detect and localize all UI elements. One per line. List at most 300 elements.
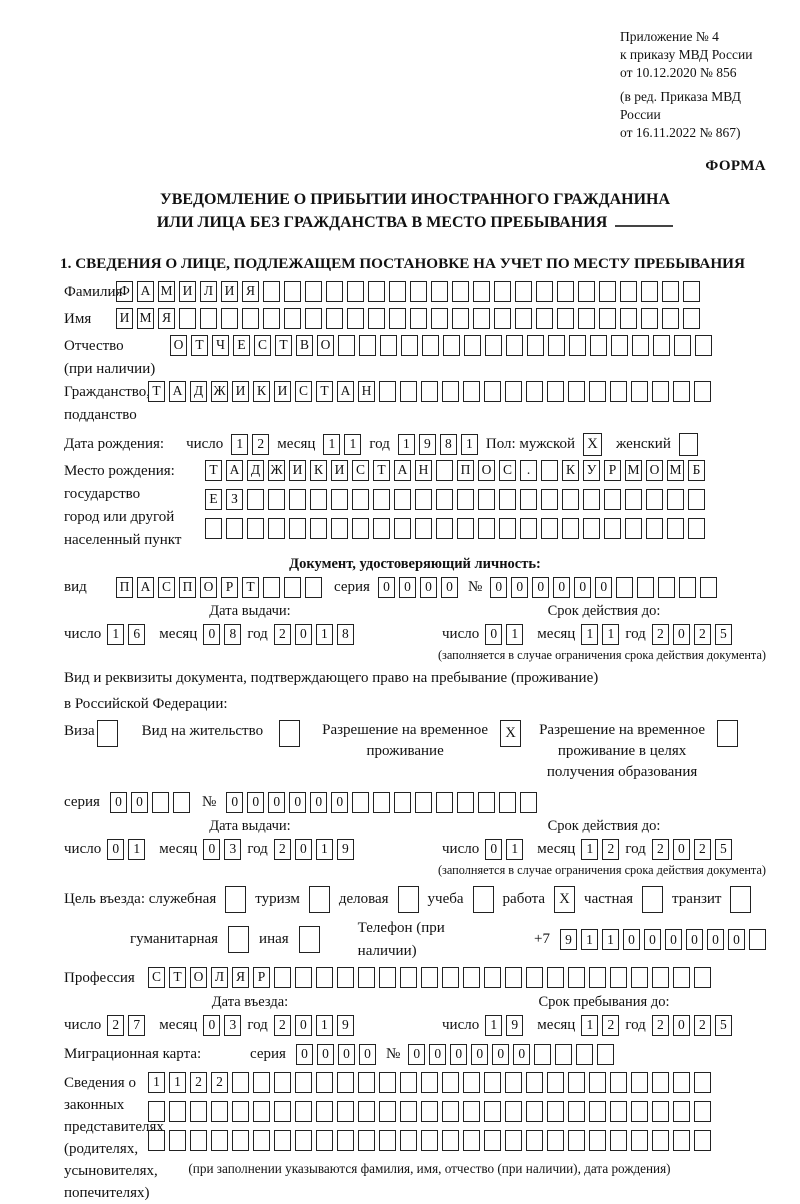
char-cell[interactable]: 1 [461, 434, 478, 455]
char-cell[interactable]: 0 [331, 792, 348, 813]
char-cell[interactable] [520, 489, 537, 510]
char-cell[interactable] [478, 792, 495, 813]
char-cell[interactable] [463, 1130, 480, 1151]
char-cell[interactable] [152, 792, 169, 813]
char-cell[interactable] [463, 1072, 480, 1093]
char-cell[interactable] [274, 967, 291, 988]
char-cell[interactable] [205, 518, 222, 539]
char-cell[interactable] [653, 335, 670, 356]
char-cell[interactable]: 1 [506, 839, 523, 860]
char-cell[interactable]: 3 [224, 839, 241, 860]
char-cell[interactable]: И [331, 460, 348, 481]
char-cell[interactable]: 1 [344, 434, 361, 455]
char-cell[interactable] [569, 335, 586, 356]
char-cell[interactable] [389, 308, 406, 329]
char-cell[interactable]: С [295, 381, 312, 402]
char-cell[interactable] [568, 1101, 585, 1122]
char-cell[interactable] [589, 381, 606, 402]
char-cell[interactable]: 7 [128, 1015, 145, 1036]
char-cell[interactable]: 1 [581, 839, 598, 860]
char-cell[interactable]: 0 [359, 1044, 376, 1065]
char-cell[interactable]: Т [242, 577, 259, 598]
char-cell[interactable]: 9 [337, 839, 354, 860]
char-cell[interactable] [694, 381, 711, 402]
char-cell[interactable] [173, 792, 190, 813]
char-cell[interactable] [526, 381, 543, 402]
char-cell[interactable] [394, 792, 411, 813]
char-cell[interactable]: 0 [247, 792, 264, 813]
char-cell[interactable] [442, 967, 459, 988]
char-cell[interactable]: 0 [420, 577, 437, 598]
char-cell[interactable]: К [310, 460, 327, 481]
char-cell[interactable]: М [625, 460, 642, 481]
purpose-other-checkbox[interactable] [299, 926, 320, 953]
char-cell[interactable] [662, 281, 679, 302]
char-cell[interactable] [305, 281, 322, 302]
char-cell[interactable]: 0 [289, 792, 306, 813]
char-cell[interactable] [695, 335, 712, 356]
char-cell[interactable]: 0 [295, 839, 312, 860]
char-cell[interactable] [547, 967, 564, 988]
char-cell[interactable] [326, 308, 343, 329]
char-cell[interactable] [379, 381, 396, 402]
char-cell[interactable] [358, 1072, 375, 1093]
char-cell[interactable] [625, 489, 642, 510]
char-cell[interactable] [400, 967, 417, 988]
char-cell[interactable] [263, 308, 280, 329]
char-cell[interactable] [247, 489, 264, 510]
char-cell[interactable] [499, 792, 516, 813]
char-cell[interactable] [347, 308, 364, 329]
char-cell[interactable]: О [478, 460, 495, 481]
char-cell[interactable] [694, 1101, 711, 1122]
char-cell[interactable] [226, 518, 243, 539]
char-cell[interactable] [548, 335, 565, 356]
char-cell[interactable] [410, 308, 427, 329]
char-cell[interactable]: Б [688, 460, 705, 481]
char-cell[interactable] [169, 1130, 186, 1151]
char-cell[interactable]: Я [242, 281, 259, 302]
char-cell[interactable] [610, 1130, 627, 1151]
char-cell[interactable]: 0 [107, 839, 124, 860]
char-cell[interactable] [505, 1101, 522, 1122]
char-cell[interactable]: Е [233, 335, 250, 356]
char-cell[interactable] [658, 577, 675, 598]
char-cell[interactable] [589, 967, 606, 988]
char-cell[interactable] [394, 518, 411, 539]
char-cell[interactable] [473, 281, 490, 302]
char-cell[interactable]: К [253, 381, 270, 402]
char-cell[interactable]: Р [604, 460, 621, 481]
char-cell[interactable] [263, 577, 280, 598]
char-cell[interactable] [631, 967, 648, 988]
char-cell[interactable]: И [289, 460, 306, 481]
char-cell[interactable]: Ф [116, 281, 133, 302]
char-cell[interactable] [347, 281, 364, 302]
purpose-official-checkbox[interactable] [225, 886, 246, 913]
char-cell[interactable] [284, 577, 301, 598]
char-cell[interactable]: 1 [581, 624, 598, 645]
char-cell[interactable]: 0 [338, 1044, 355, 1065]
char-cell[interactable] [620, 308, 637, 329]
char-cell[interactable] [436, 460, 453, 481]
char-cell[interactable] [421, 1130, 438, 1151]
char-cell[interactable]: А [137, 281, 154, 302]
char-cell[interactable] [373, 518, 390, 539]
char-cell[interactable] [400, 1072, 417, 1093]
char-cell[interactable] [337, 1130, 354, 1151]
char-cell[interactable]: 2 [274, 624, 291, 645]
char-cell[interactable] [673, 1072, 690, 1093]
char-cell[interactable]: И [179, 281, 196, 302]
char-cell[interactable] [442, 381, 459, 402]
char-cell[interactable] [232, 1101, 249, 1122]
char-cell[interactable] [555, 1044, 572, 1065]
char-cell[interactable] [604, 489, 621, 510]
char-cell[interactable]: 0 [295, 624, 312, 645]
purpose-work-checkbox[interactable]: X [554, 886, 575, 913]
char-cell[interactable]: 2 [274, 839, 291, 860]
char-cell[interactable]: 2 [694, 624, 711, 645]
char-cell[interactable] [463, 1101, 480, 1122]
char-cell[interactable] [421, 1101, 438, 1122]
char-cell[interactable] [541, 518, 558, 539]
char-cell[interactable] [352, 518, 369, 539]
char-cell[interactable]: 1 [169, 1072, 186, 1093]
char-cell[interactable] [631, 381, 648, 402]
char-cell[interactable] [616, 577, 633, 598]
char-cell[interactable] [694, 1072, 711, 1093]
char-cell[interactable]: С [499, 460, 516, 481]
char-cell[interactable]: А [226, 460, 243, 481]
char-cell[interactable] [379, 1072, 396, 1093]
char-cell[interactable]: Н [415, 460, 432, 481]
char-cell[interactable]: 0 [296, 1044, 313, 1065]
char-cell[interactable]: П [179, 577, 196, 598]
char-cell[interactable]: 9 [506, 1015, 523, 1036]
char-cell[interactable] [541, 489, 558, 510]
char-cell[interactable] [578, 308, 595, 329]
char-cell[interactable] [526, 1101, 543, 1122]
char-cell[interactable] [694, 967, 711, 988]
char-cell[interactable]: 2 [602, 1015, 619, 1036]
purpose-tourism-checkbox[interactable] [309, 886, 330, 913]
char-cell[interactable] [464, 335, 481, 356]
char-cell[interactable] [583, 489, 600, 510]
char-cell[interactable] [568, 1072, 585, 1093]
char-cell[interactable] [547, 1072, 564, 1093]
char-cell[interactable] [667, 489, 684, 510]
visa-checkbox[interactable] [97, 720, 118, 747]
char-cell[interactable] [484, 381, 501, 402]
char-cell[interactable] [436, 518, 453, 539]
char-cell[interactable] [331, 518, 348, 539]
char-cell[interactable] [242, 308, 259, 329]
char-cell[interactable]: 0 [131, 792, 148, 813]
char-cell[interactable] [415, 792, 432, 813]
char-cell[interactable]: 0 [553, 577, 570, 598]
char-cell[interactable] [526, 967, 543, 988]
char-cell[interactable] [646, 518, 663, 539]
char-cell[interactable] [494, 308, 511, 329]
char-cell[interactable] [400, 1130, 417, 1151]
char-cell[interactable]: 0 [485, 839, 502, 860]
char-cell[interactable]: 1 [128, 839, 145, 860]
char-cell[interactable] [263, 281, 280, 302]
char-cell[interactable] [401, 335, 418, 356]
char-cell[interactable] [610, 1072, 627, 1093]
char-cell[interactable] [310, 518, 327, 539]
char-cell[interactable]: 0 [295, 1015, 312, 1036]
char-cell[interactable] [599, 308, 616, 329]
char-cell[interactable] [421, 1072, 438, 1093]
char-cell[interactable]: И [221, 281, 238, 302]
char-cell[interactable] [599, 281, 616, 302]
char-cell[interactable] [679, 577, 696, 598]
char-cell[interactable]: А [169, 381, 186, 402]
char-cell[interactable]: 0 [665, 929, 682, 950]
char-cell[interactable] [646, 489, 663, 510]
char-cell[interactable]: 1 [323, 434, 340, 455]
char-cell[interactable]: О [190, 967, 207, 988]
char-cell[interactable] [358, 1130, 375, 1151]
char-cell[interactable]: 2 [602, 839, 619, 860]
char-cell[interactable] [673, 1101, 690, 1122]
char-cell[interactable] [520, 792, 537, 813]
char-cell[interactable]: Л [200, 281, 217, 302]
char-cell[interactable]: 1 [602, 624, 619, 645]
purpose-humanitarian-checkbox[interactable] [228, 926, 249, 953]
char-cell[interactable]: 0 [673, 839, 690, 860]
char-cell[interactable]: А [337, 381, 354, 402]
char-cell[interactable] [289, 518, 306, 539]
char-cell[interactable] [410, 281, 427, 302]
char-cell[interactable] [305, 577, 322, 598]
char-cell[interactable]: В [296, 335, 313, 356]
char-cell[interactable]: 0 [429, 1044, 446, 1065]
char-cell[interactable]: У [583, 460, 600, 481]
char-cell[interactable] [463, 381, 480, 402]
char-cell[interactable] [520, 518, 537, 539]
char-cell[interactable] [295, 1130, 312, 1151]
char-cell[interactable] [620, 281, 637, 302]
char-cell[interactable]: Т [191, 335, 208, 356]
char-cell[interactable]: 0 [532, 577, 549, 598]
char-cell[interactable]: 0 [408, 1044, 425, 1065]
char-cell[interactable]: 1 [506, 624, 523, 645]
char-cell[interactable] [749, 929, 766, 950]
char-cell[interactable] [557, 281, 574, 302]
char-cell[interactable] [289, 489, 306, 510]
char-cell[interactable] [478, 518, 495, 539]
char-cell[interactable] [641, 281, 658, 302]
char-cell[interactable] [578, 281, 595, 302]
char-cell[interactable] [631, 1101, 648, 1122]
char-cell[interactable]: Д [190, 381, 207, 402]
char-cell[interactable] [443, 335, 460, 356]
char-cell[interactable] [637, 577, 654, 598]
temp-permit-edu-checkbox[interactable] [717, 720, 738, 747]
char-cell[interactable]: К [562, 460, 579, 481]
char-cell[interactable]: 0 [728, 929, 745, 950]
char-cell[interactable]: И [116, 308, 133, 329]
char-cell[interactable] [442, 1130, 459, 1151]
char-cell[interactable] [284, 308, 301, 329]
char-cell[interactable] [247, 518, 264, 539]
char-cell[interactable] [326, 281, 343, 302]
char-cell[interactable]: Л [211, 967, 228, 988]
char-cell[interactable] [442, 1101, 459, 1122]
char-cell[interactable]: 0 [673, 624, 690, 645]
char-cell[interactable]: 0 [623, 929, 640, 950]
char-cell[interactable] [457, 792, 474, 813]
char-cell[interactable] [190, 1101, 207, 1122]
char-cell[interactable]: 2 [652, 1015, 669, 1036]
char-cell[interactable] [631, 1072, 648, 1093]
char-cell[interactable]: Ж [268, 460, 285, 481]
char-cell[interactable]: 0 [595, 577, 612, 598]
char-cell[interactable]: 3 [224, 1015, 241, 1036]
temp-permit-checkbox[interactable]: X [500, 720, 521, 747]
char-cell[interactable] [400, 1101, 417, 1122]
char-cell[interactable]: 0 [268, 792, 285, 813]
char-cell[interactable]: С [148, 967, 165, 988]
char-cell[interactable] [541, 460, 558, 481]
char-cell[interactable]: 0 [226, 792, 243, 813]
residence-permit-checkbox[interactable] [279, 720, 300, 747]
char-cell[interactable]: 0 [317, 1044, 334, 1065]
char-cell[interactable]: 1 [581, 1015, 598, 1036]
char-cell[interactable] [211, 1101, 228, 1122]
char-cell[interactable] [515, 281, 532, 302]
char-cell[interactable] [422, 335, 439, 356]
char-cell[interactable] [452, 281, 469, 302]
char-cell[interactable]: 1 [316, 839, 333, 860]
char-cell[interactable] [610, 1101, 627, 1122]
char-cell[interactable] [368, 281, 385, 302]
char-cell[interactable] [505, 967, 522, 988]
char-cell[interactable] [274, 1101, 291, 1122]
char-cell[interactable]: О [170, 335, 187, 356]
char-cell[interactable] [316, 967, 333, 988]
char-cell[interactable] [505, 1072, 522, 1093]
char-cell[interactable] [652, 1130, 669, 1151]
char-cell[interactable] [499, 518, 516, 539]
char-cell[interactable] [316, 1072, 333, 1093]
char-cell[interactable]: 0 [490, 577, 507, 598]
char-cell[interactable] [295, 1101, 312, 1122]
char-cell[interactable]: 2 [107, 1015, 124, 1036]
char-cell[interactable] [379, 1101, 396, 1122]
char-cell[interactable] [652, 967, 669, 988]
char-cell[interactable]: Т [148, 381, 165, 402]
char-cell[interactable]: 1 [398, 434, 415, 455]
char-cell[interactable] [421, 967, 438, 988]
char-cell[interactable] [179, 308, 196, 329]
char-cell[interactable] [568, 967, 585, 988]
char-cell[interactable] [688, 489, 705, 510]
char-cell[interactable]: 0 [492, 1044, 509, 1065]
char-cell[interactable]: 2 [190, 1072, 207, 1093]
char-cell[interactable]: 2 [211, 1072, 228, 1093]
char-cell[interactable] [274, 1072, 291, 1093]
char-cell[interactable] [536, 308, 553, 329]
char-cell[interactable]: 2 [252, 434, 269, 455]
char-cell[interactable]: З [226, 489, 243, 510]
char-cell[interactable] [662, 308, 679, 329]
char-cell[interactable] [379, 967, 396, 988]
char-cell[interactable] [526, 1072, 543, 1093]
char-cell[interactable] [568, 1130, 585, 1151]
char-cell[interactable] [589, 1101, 606, 1122]
char-cell[interactable]: 1 [602, 929, 619, 950]
char-cell[interactable] [534, 1044, 551, 1065]
char-cell[interactable]: 0 [471, 1044, 488, 1065]
char-cell[interactable] [421, 381, 438, 402]
char-cell[interactable] [379, 1130, 396, 1151]
char-cell[interactable]: 1 [316, 624, 333, 645]
char-cell[interactable]: М [137, 308, 154, 329]
char-cell[interactable] [358, 1101, 375, 1122]
char-cell[interactable]: О [200, 577, 217, 598]
char-cell[interactable]: 0 [644, 929, 661, 950]
char-cell[interactable] [484, 1130, 501, 1151]
char-cell[interactable]: 9 [337, 1015, 354, 1036]
char-cell[interactable] [394, 489, 411, 510]
char-cell[interactable] [200, 308, 217, 329]
char-cell[interactable] [389, 281, 406, 302]
char-cell[interactable] [562, 489, 579, 510]
char-cell[interactable] [310, 489, 327, 510]
char-cell[interactable] [148, 1130, 165, 1151]
char-cell[interactable] [683, 308, 700, 329]
char-cell[interactable] [597, 1044, 614, 1065]
char-cell[interactable] [368, 308, 385, 329]
char-cell[interactable]: Я [232, 967, 249, 988]
char-cell[interactable]: 0 [378, 577, 395, 598]
char-cell[interactable] [632, 335, 649, 356]
char-cell[interactable]: . [520, 460, 537, 481]
char-cell[interactable] [526, 1130, 543, 1151]
char-cell[interactable]: Ч [212, 335, 229, 356]
char-cell[interactable]: Т [169, 967, 186, 988]
char-cell[interactable]: 1 [148, 1072, 165, 1093]
char-cell[interactable] [499, 489, 516, 510]
char-cell[interactable]: 0 [485, 624, 502, 645]
char-cell[interactable] [268, 489, 285, 510]
char-cell[interactable]: Ж [211, 381, 228, 402]
char-cell[interactable]: С [254, 335, 271, 356]
char-cell[interactable]: 8 [440, 434, 457, 455]
char-cell[interactable]: 0 [441, 577, 458, 598]
char-cell[interactable] [380, 335, 397, 356]
char-cell[interactable]: Я [158, 308, 175, 329]
char-cell[interactable] [505, 1130, 522, 1151]
char-cell[interactable] [589, 1130, 606, 1151]
char-cell[interactable] [457, 489, 474, 510]
char-cell[interactable] [337, 1072, 354, 1093]
char-cell[interactable] [305, 308, 322, 329]
char-cell[interactable] [688, 518, 705, 539]
char-cell[interactable]: А [394, 460, 411, 481]
char-cell[interactable] [442, 1072, 459, 1093]
char-cell[interactable] [562, 518, 579, 539]
char-cell[interactable] [536, 281, 553, 302]
char-cell[interactable]: 0 [203, 1015, 220, 1036]
char-cell[interactable] [478, 489, 495, 510]
char-cell[interactable] [576, 1044, 593, 1065]
char-cell[interactable]: П [116, 577, 133, 598]
